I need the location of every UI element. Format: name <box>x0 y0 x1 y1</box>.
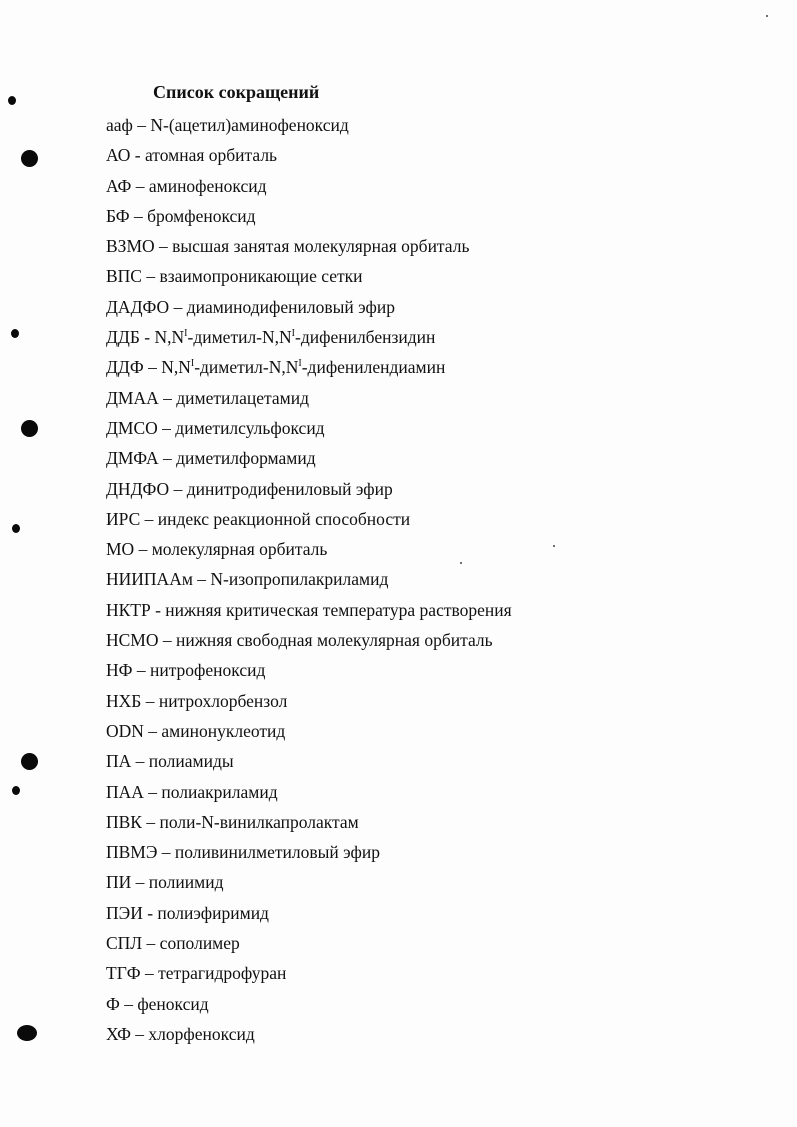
list-item: ВЗМО – высшая занятая молекулярная орбиталь <box>106 236 470 257</box>
list-item: ДНДФО – динитродифениловый эфир <box>106 478 393 499</box>
list-item <box>106 325 512 355</box>
list-item: МО – молекулярная орбиталь <box>106 539 328 560</box>
list-item-text: -дифенилбензидин <box>295 327 436 348</box>
punch-hole-mark <box>17 1025 37 1041</box>
list-item: ВПС – взаимопроникающие сетки <box>106 266 363 287</box>
punch-hole-mark <box>21 753 38 770</box>
punch-hole-mark <box>11 329 19 338</box>
list-item: ПВМЭ – поливинилметиловый эфир <box>106 842 380 863</box>
list-item: ТГФ – тетрагидрофуран <box>106 963 287 984</box>
abbreviation-list <box>106 113 512 1052</box>
list-item: НХБ – нитрохлорбензол <box>106 690 288 711</box>
list-item-text: -диметил-N,N <box>194 357 299 378</box>
list-item: НКТР - нижняя критическая температура растворения <box>106 599 512 620</box>
list-item: АО - атомная орбиталь <box>106 145 278 166</box>
list-item: ПЭИ - полиэфиримид <box>106 902 269 923</box>
list-item: ДМСО – диметилсульфоксид <box>106 417 325 438</box>
list-item: ДМФА – диметилформамид <box>106 448 316 469</box>
scan-speck <box>766 15 768 17</box>
list-item: ODN – аминонуклеотид <box>106 720 286 741</box>
page-title: Список сокращений <box>153 82 320 102</box>
list-item-text: -диметил-N,N <box>187 327 292 348</box>
scan-speck <box>553 545 555 547</box>
list-item: АФ – аминофеноксид <box>106 175 267 196</box>
list-item: НИИПААм – N-изопропилакриламид <box>106 569 389 590</box>
punch-hole-mark <box>12 524 20 533</box>
list-item: Ф – феноксид <box>106 993 209 1014</box>
punch-hole-mark <box>12 786 20 795</box>
list-item-text: -дифенилендиамин <box>301 357 446 378</box>
list-item: СПЛ – сополимер <box>106 933 240 954</box>
list-item: ааф – N-(ацетил)аминофеноксид <box>106 115 349 135</box>
punch-hole-mark <box>21 150 38 167</box>
punch-hole-mark <box>21 420 38 437</box>
superscript: I <box>184 328 188 340</box>
superscript: I <box>190 358 195 370</box>
list-item: НФ – нитрофеноксид <box>106 660 266 681</box>
list-item: ПВК – поли-N-винилкапролактам <box>106 811 359 832</box>
list-item: БФ – бромфеноксид <box>106 205 256 226</box>
list-item: ПИ – полиимид <box>106 872 224 893</box>
list-item: ПАА – полиакриламид <box>106 781 278 802</box>
list-item: ИРС – индекс реакционной способности <box>106 508 411 529</box>
list-item: НСМО – нижняя свободная молекулярная орбиталь <box>106 630 493 651</box>
superscript: I <box>291 328 296 340</box>
list-item-text: ДДБ - N,N <box>106 327 185 348</box>
list-item: ДМАА – диметилацетамид <box>106 387 310 408</box>
list-item: ДАДФО – диаминодифениловый эфир <box>106 296 395 317</box>
superscript: I <box>298 358 302 370</box>
list-item: ПА – полиамиды <box>106 751 234 772</box>
list-item: ХФ – хлорфеноксид <box>106 1023 255 1044</box>
list-item-text: ДДФ – N,N <box>106 357 191 378</box>
list-item <box>106 355 512 385</box>
punch-hole-mark <box>8 96 16 105</box>
